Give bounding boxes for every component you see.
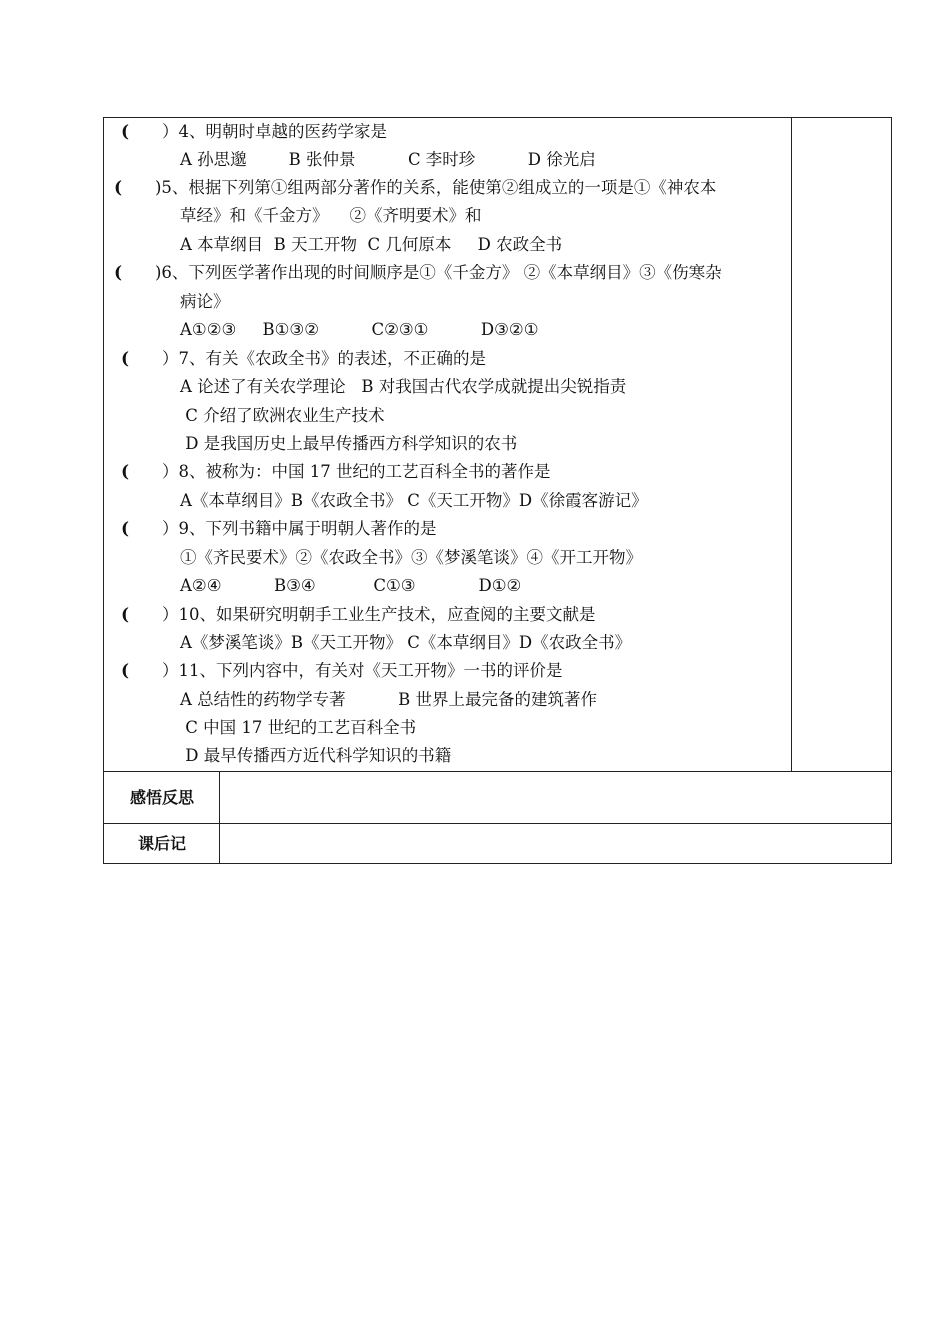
question-7-option-ab: A 论述了有关农学理论 B 对我国古代农学成就提出尖锐指责 bbox=[180, 377, 627, 396]
question-5-stem: )5、根据下列第①组两部分著作的关系，能使第②组成立的一项是①《神农本 bbox=[155, 178, 717, 197]
after-class-notes-field[interactable] bbox=[221, 825, 890, 863]
question-11-option-d: D 最早传播西方近代科学知识的书籍 bbox=[180, 746, 452, 765]
question-8-stem: ）8、被称为：中国 17 世纪的工艺百科全书的著作是 bbox=[162, 462, 551, 481]
question-10-stem: ）10、如果研究明朝手工业生产技术，应查阅的主要文献是 bbox=[162, 605, 596, 624]
question-9-options: A②④ B③④ C①③ D①② bbox=[180, 576, 522, 595]
question-11-stem: ）11、下列内容中，有关对《天工开物》一书的评价是 bbox=[162, 661, 563, 680]
question-6-options: A①②③ B①③② C②③① D③②① bbox=[180, 320, 539, 339]
table-row-divider bbox=[103, 823, 892, 824]
answer-bracket: ( bbox=[121, 462, 130, 482]
question-9-stem: ）9、下列书籍中属于明朝人著作的是 bbox=[162, 519, 437, 538]
answer-bracket: ( bbox=[121, 349, 130, 369]
question-11-option-ab: A 总结性的药物学专著 B 世界上最完备的建筑著作 bbox=[180, 690, 597, 709]
reflection-label: 感悟反思 bbox=[129, 788, 194, 807]
answer-bracket: ( bbox=[121, 519, 130, 539]
answer-bracket: ( bbox=[114, 263, 123, 283]
question-4-stem: ）4、明朝时卓越的医药学家是 bbox=[162, 122, 387, 141]
answer-bracket: ( bbox=[121, 661, 130, 681]
table-right-column-divider bbox=[791, 117, 792, 771]
question-10-options: A《梦溪笔谈》B《天工开物》 C《本草纲目》D《农政全书》 bbox=[180, 633, 632, 652]
question-7-option-d: D 是我国历史上最早传播西方科学知识的农书 bbox=[180, 434, 518, 453]
question-6-stem-cont: 病论》 bbox=[180, 292, 230, 311]
question-7-stem: ）7、有关《农政全书》的表述，不正确的是 bbox=[162, 349, 486, 368]
question-5-stem-cont: 草经》和《千金方》 ②《齐明要术》和 bbox=[180, 206, 482, 225]
answer-bracket: ( bbox=[121, 605, 130, 625]
table-row-divider bbox=[103, 771, 892, 772]
answer-bracket: ( bbox=[121, 122, 130, 142]
question-4-options: A 孙思邈 B 张仲景 C 李时珍 D 徐光启 bbox=[180, 150, 596, 169]
after-class-notes-label: 课后记 bbox=[137, 834, 186, 853]
question-9-items: ①《齐民要术》②《农政全书》③《梦溪笔谈》④《开工开物》 bbox=[180, 548, 642, 567]
reflection-field[interactable] bbox=[221, 773, 890, 822]
question-6-stem: )6、下列医学著作出现的时间顺序是①《千金方》 ②《本草纲目》③《伤寒杂 bbox=[155, 263, 722, 282]
answer-bracket: ( bbox=[114, 178, 123, 198]
question-5-options: A 本草纲目 B 天工开物 C 几何原本 D 农政全书 bbox=[180, 235, 563, 254]
question-7-option-c: C 介绍了欧洲农业生产技术 bbox=[180, 406, 385, 425]
question-11-option-c: C 中国 17 世纪的工艺百科全书 bbox=[180, 718, 417, 737]
question-8-options: A《本草纲目》B《农政全书》 C《天工开物》D《徐霞客游记》 bbox=[180, 491, 648, 510]
